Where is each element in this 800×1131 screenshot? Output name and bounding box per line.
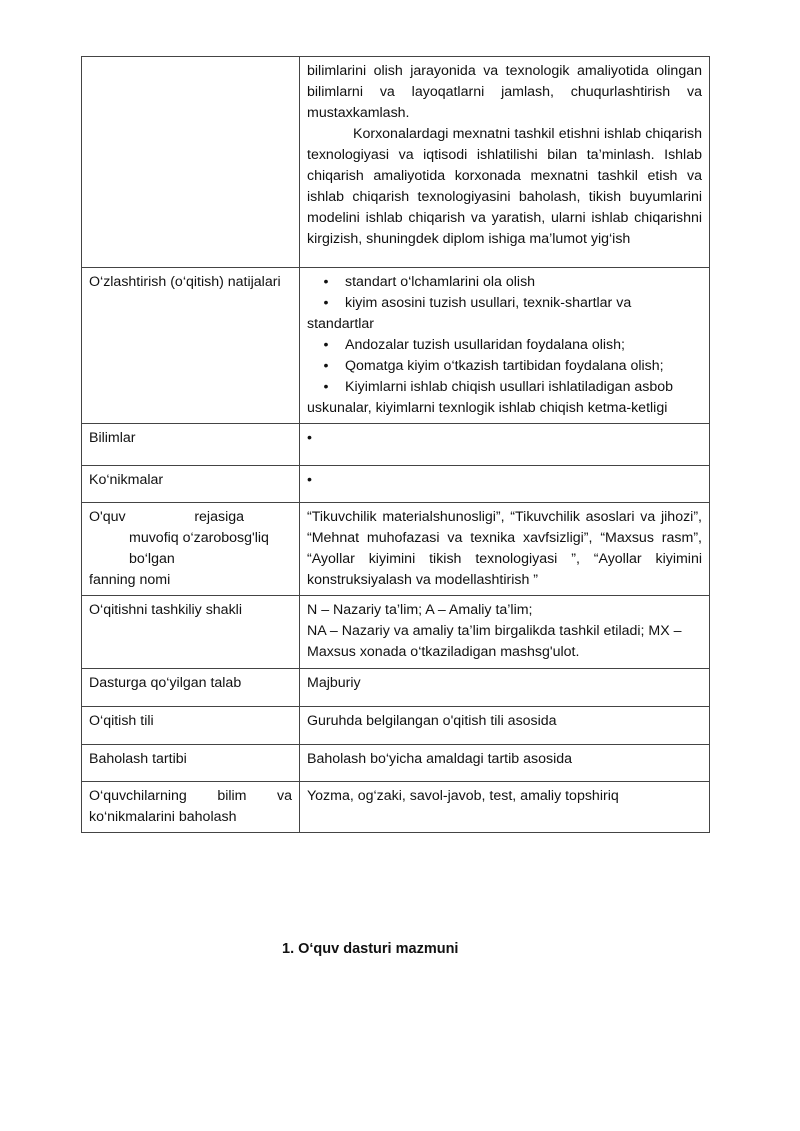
paragraph: Korxonalardagi mexnatni tashkil etishni ishlab chiqarish texnologiyasi va iqtisodi ishlatilishi bilan ta’minlash. Ishlab chiqarish amaliyotida korxonada mexnatni tashkil etish va ishlab chiqarish texnologiyasini baholash, tikish buyumlarini modelini ishlab chiqarish va yaratish, ularni ishlab chiqarishni kirgizish, shuningdek diplom ishiga ma’lumot yig‘ish	[307, 126, 702, 247]
table-cell-value	[300, 57, 710, 268]
table-cell-value: Baholash bo‘yicha amaldagi tartib asosida	[300, 745, 710, 782]
table-row	[82, 745, 710, 782]
list-item: • Andozalar tuzish usullaridan foydalana olish;	[307, 335, 702, 356]
paragraph: bilimlarini olish jarayonida va texnologik amaliyotida olingan bilimlarni va layoqatlarni jamlash, chuqurlashtirish va mustaxkamlash.	[307, 63, 702, 121]
table-cell-label: Ko‘nikmalar	[82, 466, 300, 503]
table-cell-value	[300, 268, 710, 424]
section-heading: 1. O‘quv dasturi mazmuni	[282, 941, 459, 957]
bullet-icon: •	[307, 472, 312, 488]
list-item: • Qomatga kiyim o‘tkazish tartibidan foydalana olish;	[307, 356, 702, 377]
bullet-icon: •	[323, 358, 329, 374]
table-cell-value: Majburiy	[300, 669, 710, 707]
table-row	[82, 782, 710, 833]
table-cell-label	[82, 57, 300, 268]
program-info-table	[81, 56, 710, 833]
table-cell-label: O‘qitish tili	[82, 707, 300, 745]
table-cell-label: O‘qitishni tashkiliy shakli	[82, 596, 300, 669]
table-cell-label: O‘zlashtirish (o‘qitish) natijalari	[82, 268, 300, 424]
table-row	[82, 268, 710, 424]
bullet-icon: •	[323, 295, 329, 311]
bullet-icon: •	[323, 379, 329, 395]
list-item: • standart o‘lchamlarini ola olish	[307, 272, 702, 293]
table-cell-label: Bilimlar	[82, 424, 300, 466]
table-cell-value: “Tikuvchilik materialshunosligi”, “Tikuvchilik asoslari va jihozi”, “Mehnat muhofazasi va texnika xavfsizligi”, “Maxsus rasm”, “Ayollar kiyimini tikish texnologiyasi ”, “Ayollar kiyimini konstruksiyalash va modellashtirish ”	[300, 503, 710, 596]
table-cell-value: N – Nazariy ta’lim; A – Amaliy ta’lim; NA – Nazariy va amaliy ta’lim birgalikda tashkil etiladi; MX – Maxsus xonada o‘tkaziladigan mashsg'ulot.	[300, 596, 710, 669]
table-cell-label: Dasturga qo‘yilgan talab	[82, 669, 300, 707]
list-item: • Kiyimlarni ishlab chiqish usullari ishlatiladigan asbob uskunalar, kiyimlarni texnlogik ishlab chiqish ketma-ketligi	[307, 379, 674, 416]
table-row	[82, 707, 710, 745]
table-row	[82, 57, 710, 268]
table-cell-value	[300, 424, 710, 466]
table-cell-value: Yozma, og‘zaki, savol-javob, test, amaliy topshiriq	[300, 782, 710, 833]
table-cell-value: Guruhda belgilangan o'qitish tili asosida	[300, 707, 710, 745]
table-row	[82, 503, 710, 596]
table-cell-label: O'quv rejasiga muvofiq o‘zarobosg'liq bo‘lgan fanning nomi	[82, 503, 300, 596]
bullet-icon: •	[323, 337, 329, 353]
bullet-icon: •	[307, 430, 312, 446]
table-row	[82, 596, 710, 669]
table-row	[82, 424, 710, 466]
bullet-icon: •	[323, 274, 329, 290]
table-cell-label: O‘quvchilarning bilim va ko‘nikmalarini baholash	[82, 782, 300, 833]
list-item: • kiyim asosini tuzish usullari, texnik-shartlar va standartlar	[307, 295, 632, 332]
table-cell-value	[300, 466, 710, 503]
table-cell-label: Baholash tartibi	[82, 745, 300, 782]
table-row	[82, 466, 710, 503]
outcomes-list	[307, 272, 702, 419]
table-row	[82, 669, 710, 707]
